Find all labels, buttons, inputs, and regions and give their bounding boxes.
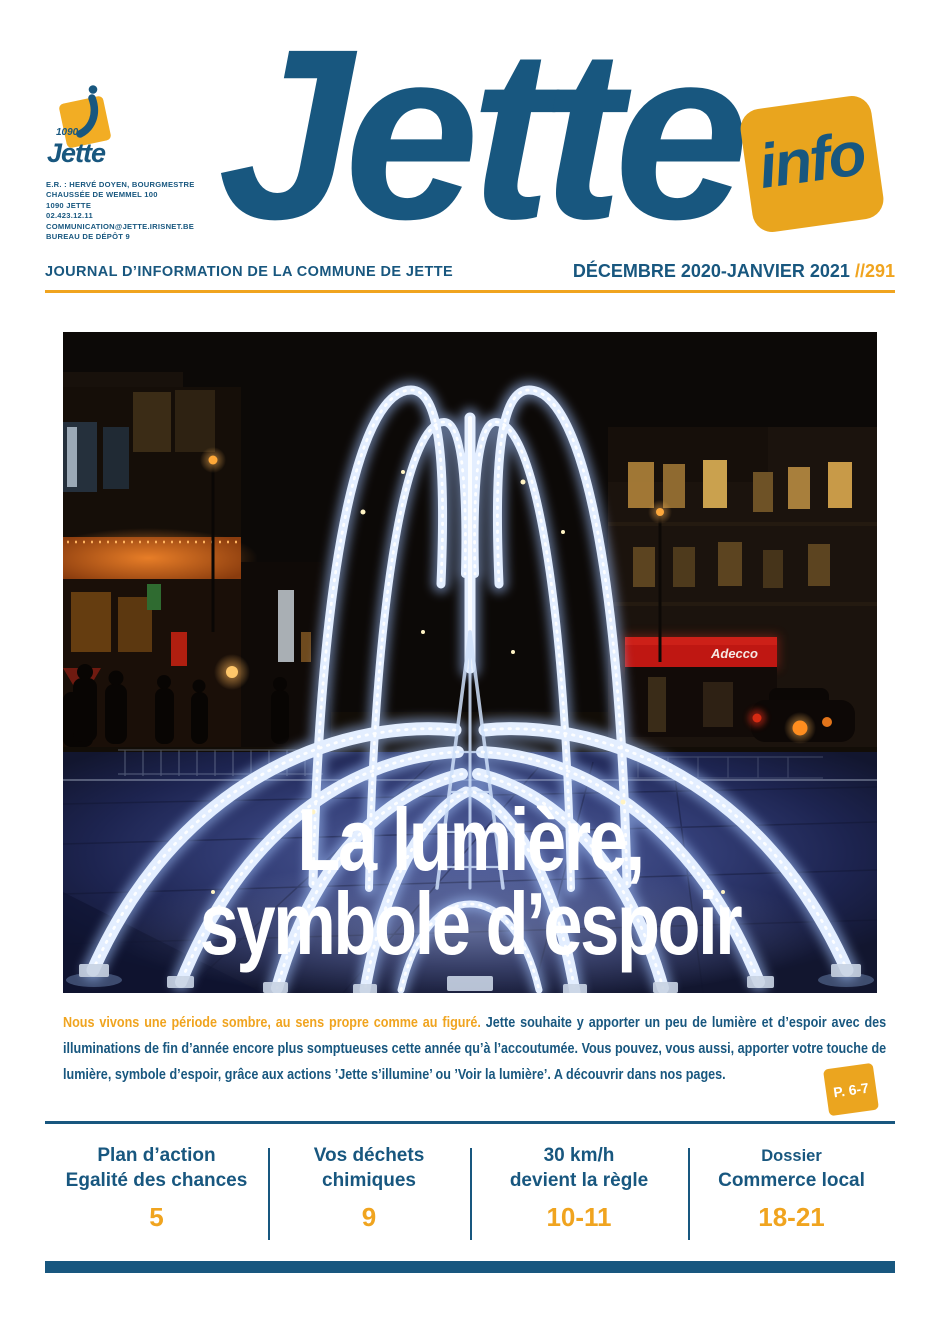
intro-body-text: Jette souhaite y apporter un peu de lumière et d’espoir avec des illuminations de fin d’année encore plus somptueuses cette année qu’à l’accoutumée. Vous pouvez, vous aussi, apporter votre touche de lumière, symbole d’espoir, grâce aux actions ’Jette s’illumine’ ou ’Voir la lumière’. A découvrir dans nos pages. [63, 1014, 887, 1083]
cover-headline [144, 790, 795, 973]
toc-title-line: devient la règle [509, 1169, 649, 1191]
info-badge [738, 93, 886, 234]
masthead-title: Jette [218, 0, 741, 270]
cover-photo [63, 332, 877, 993]
page-reference-badge [823, 1063, 879, 1117]
toc-page-number: 10-11 [546, 1202, 612, 1232]
header-bar [45, 262, 895, 281]
toc-divider [470, 1148, 472, 1240]
toc-title-line: Egalité des chances [65, 1169, 248, 1191]
issue-number: //291 [854, 261, 895, 281]
toc-divider [268, 1148, 270, 1240]
cover-headline-line2: symbole d’espoir [199, 874, 741, 973]
issue-date: DÉCEMBRE 2020-JANVIER 2021 [572, 261, 850, 281]
logo-dot-icon [89, 85, 98, 94]
cover-headline-line1: La lumière, [297, 790, 643, 889]
adecco-sign-text: Adecco [711, 646, 758, 661]
imprint-line: BUREAU DE DÉPÔT 9 [46, 232, 130, 242]
page-reference-label: P. 6-7 [832, 1079, 870, 1100]
imprint-line: CHAUSSÉE DE WEMMEL 100 [46, 190, 158, 200]
toc-title-line: Commerce local [718, 1169, 865, 1191]
imprint-line: 02.423.12.11 [46, 211, 93, 221]
toc-item-dechets-chimiques [268, 1138, 470, 1250]
toc-page-number: 5 [149, 1202, 164, 1232]
contents-strip [45, 1138, 895, 1250]
toc-item-30-kmh [470, 1138, 688, 1250]
logo-wordmark: Jette [47, 138, 106, 168]
imprint-line: 1090 JETTE [46, 200, 92, 210]
toc-item-commerce-local [688, 1138, 895, 1250]
imprint-block [46, 180, 195, 242]
intro-paragraph [63, 1010, 886, 1088]
issue-date-block [573, 262, 895, 281]
imprint-line: COMMUNICATION@JETTE.IRISNET.BE [46, 221, 195, 231]
toc-title-line: Vos déchets [313, 1145, 425, 1166]
info-badge-label: info [754, 118, 869, 202]
header-divider [45, 290, 895, 293]
toc-page-number: 18-21 [758, 1202, 825, 1232]
toc-divider [688, 1148, 690, 1240]
logo-postal-code: 1090 [56, 127, 79, 138]
toc-title-line: Dossier [761, 1147, 822, 1165]
toc-title-line: 30 km/h [543, 1145, 615, 1166]
footer-top-divider [45, 1121, 895, 1124]
toc-title-line: Plan d’action [97, 1145, 216, 1166]
red-shop-sign [171, 632, 187, 666]
toc-page-number: 9 [361, 1202, 377, 1232]
jette-commune-logo [42, 84, 122, 176]
intro-lead-sentence: Nous vivons une période sombre, au sens propre comme au figuré. [63, 1014, 481, 1031]
footer-bottom-bar [45, 1261, 895, 1273]
toc-item-egalite-des-chances [45, 1138, 268, 1250]
imprint-line: E.R. : HERVÉ DOYEN, BOURGMESTRE [46, 180, 195, 189]
toc-title-line: chimiques [322, 1169, 416, 1191]
journal-subtitle: JOURNAL D’INFORMATION DE LA COMMUNE DE JETTE [45, 264, 454, 280]
green-shop-sign [147, 584, 161, 610]
